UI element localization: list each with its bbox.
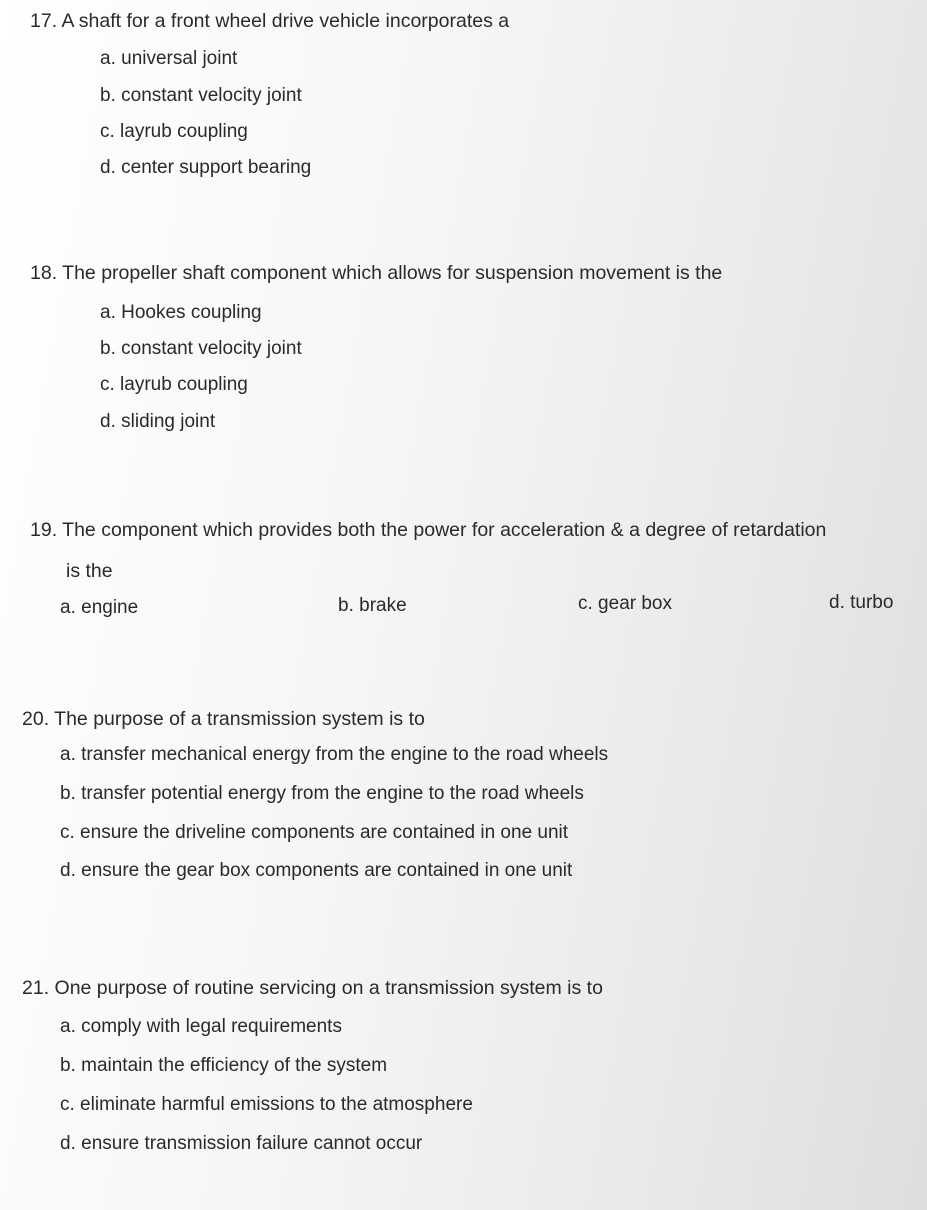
- option-c: c. gear box: [578, 593, 672, 614]
- question-stem: 19. The component which provides both the power for acceleration & a degree of retardation: [30, 519, 827, 541]
- option-a: a. engine: [60, 597, 139, 618]
- option-a: a. comply with legal requirements: [60, 1016, 342, 1037]
- option-c: c. layrub coupling: [100, 121, 248, 142]
- option-d: d. ensure the gear box components are contained in one unit: [60, 860, 573, 881]
- option-c: c. eliminate harmful emissions to the atmosphere: [60, 1094, 473, 1115]
- option-b: b. maintain the efficiency of the system: [60, 1055, 388, 1076]
- question-stem: 17. A shaft for a front wheel drive vehicle incorporates a: [30, 10, 510, 32]
- option-b: b. constant velocity joint: [100, 85, 302, 106]
- question-stem: 18. The propeller shaft component which allows for suspension movement is the: [30, 262, 723, 284]
- option-b: b. constant velocity joint: [100, 338, 302, 359]
- option-d: d. sliding joint: [100, 411, 216, 432]
- option-c: c. ensure the driveline components are contained in one unit: [60, 822, 569, 843]
- option-d: d. center support bearing: [100, 157, 312, 178]
- option-d: d. ensure transmission failure cannot occur: [60, 1133, 423, 1154]
- question-stem: 20. The purpose of a transmission system is to: [22, 708, 425, 730]
- question-stem-continued: is the: [66, 560, 113, 582]
- option-b: b. transfer potential energy from the engine to the road wheels: [60, 783, 584, 804]
- option-b: b. brake: [338, 595, 407, 616]
- option-a: a. universal joint: [100, 48, 238, 69]
- option-c: c. layrub coupling: [100, 374, 248, 395]
- option-a: a. transfer mechanical energy from the engine to the road wheels: [60, 744, 609, 765]
- option-a: a. Hookes coupling: [100, 302, 262, 323]
- option-d: d. turbo: [829, 592, 894, 613]
- question-stem: 21. One purpose of routine servicing on a transmission system is to: [22, 977, 603, 999]
